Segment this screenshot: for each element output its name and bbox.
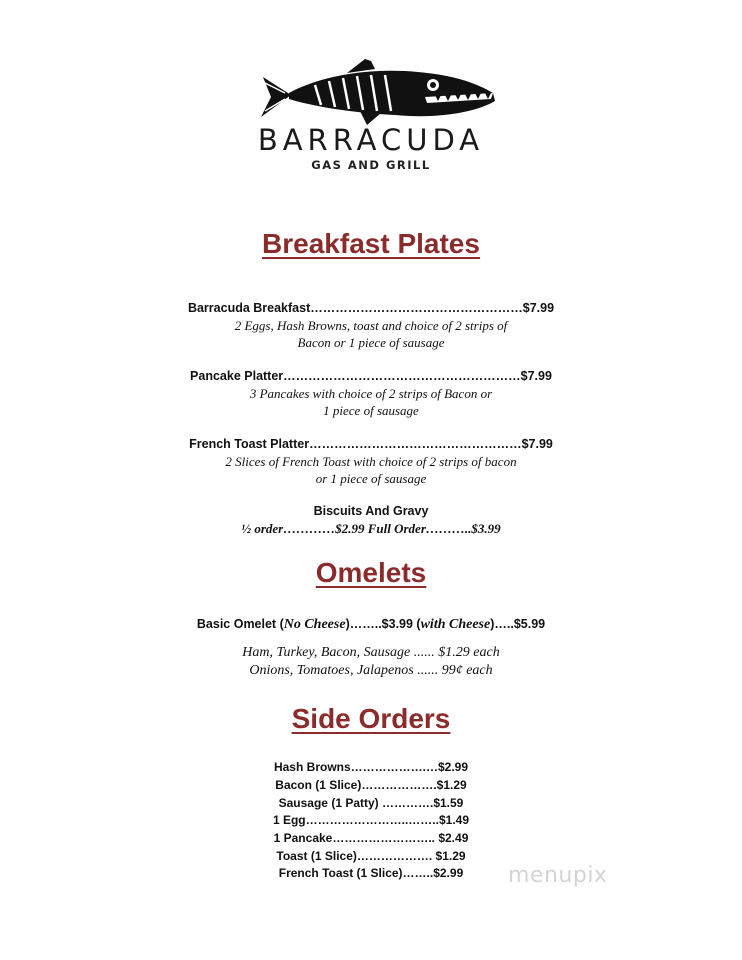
menu-item-french-toast-platter: French Toast Platter……………………………………………$7.99 (189, 437, 553, 451)
omelet-middle: )……..$3.99 ( (345, 617, 421, 631)
biscuits-and-gravy-title: Biscuits And Gravy (313, 504, 429, 518)
omelet-suffix: )…..$5.99 (490, 617, 546, 631)
menu-item-description: Bacon or 1 piece of sausage (297, 335, 445, 350)
side-item: Sausage (1 Patty) ………….$1.59 (278, 796, 464, 810)
side-item: French Toast (1 Slice)……..$2.99 (278, 866, 464, 880)
omelet-addon-meats: Ham, Turkey, Bacon, Sausage ...... $1.29 each (242, 645, 500, 660)
menu-item-description: 3 Pancakes with choice of 2 strips of Bacon or (249, 386, 493, 401)
menu-item-description: 2 Eggs, Hash Browns, toast and choice of 2 strips of (234, 318, 508, 333)
omelet-no-cheese: No Cheese (283, 617, 346, 632)
menu-item-description: 2 Slices of French Toast with choice of 2 strips of bacon (225, 454, 517, 469)
brand-name: BARRACUDA (257, 123, 485, 157)
side-item: Hash Browns……………….…$2.99 (273, 760, 469, 774)
omelet-addon-veggies: Onions, Tomatoes, Jalapenos ...... 99¢ each (249, 663, 493, 678)
omelet-prefix: Basic Omelet ( (196, 617, 284, 631)
section-title-side-orders: Side Orders (291, 703, 451, 734)
menu-item-description: or 1 piece of sausage (315, 471, 427, 486)
section-title-omelets: Omelets (315, 557, 427, 588)
omelet-with-cheese: with Cheese (420, 617, 491, 632)
side-item: 1 Pancake…………………….. $2.49 (273, 831, 469, 845)
section-title-breakfast: Breakfast Plates (262, 228, 480, 259)
menu-item-basic-omelet (0, 617, 742, 633)
brand-tagline: GAS AND GRILL (311, 158, 431, 172)
watermark: menupix (508, 863, 608, 888)
biscuits-and-gravy-prices: ½ order…………$2.99 Full Order………..$3.99 (241, 521, 501, 536)
side-item: Bacon (1 Slice)……………….$1.29 (275, 778, 467, 792)
side-item: 1 Egg……………………..……..$1.49 (272, 813, 470, 827)
menu-item-pancake-platter: Pancake Platter…………………………………………………$7.99 (190, 369, 552, 383)
menu-item-description: 1 piece of sausage (323, 403, 419, 418)
side-item: Toast (1 Slice)………………. $1.29 (276, 849, 466, 863)
menu-item-barracuda-breakfast: Barracuda Breakfast……………………………………………$7.99 (187, 301, 555, 315)
